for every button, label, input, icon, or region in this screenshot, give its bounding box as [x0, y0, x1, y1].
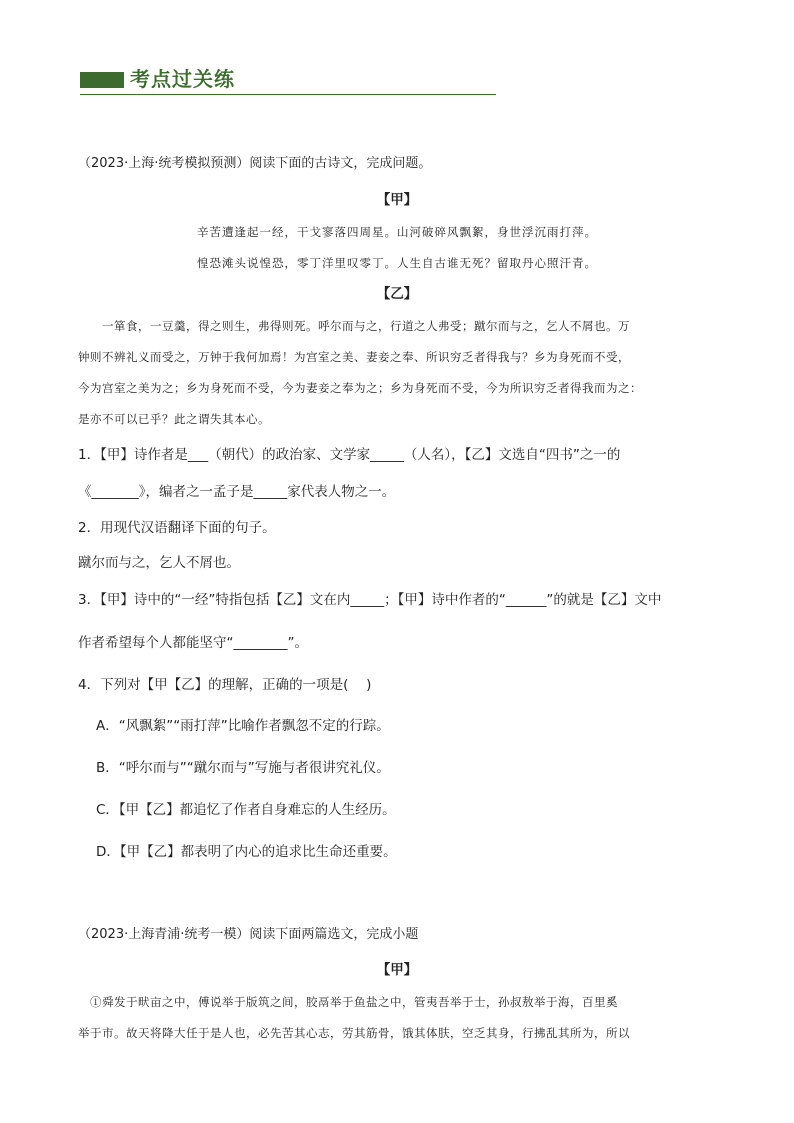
- question-2-sentence: 蹴尔而与之，乞人不屑也。: [78, 555, 240, 571]
- question-1-line-1: 1．【甲】诗作者是___（朝代）的政治家、文学家_____（人名），【乙】文选自“四书”之一的: [78, 447, 621, 463]
- q2-source: （2023·上海青浦·统考一模）阅读下面两篇选文，完成小题: [78, 927, 419, 942]
- question-3-line-2: 作者希望每个人都能坚守“________”。: [78, 635, 308, 651]
- prose-line: 是亦不可以已乎？此之谓失其本心。: [78, 412, 270, 426]
- prose-line: 举于市。故天将降大任于是人也，必先苦其心志，劳其筋骨，饿其体肤，空乏其身，行拂乱其所为，所以: [78, 1026, 630, 1040]
- prose-line: 钟则不辨礼义而受之，万钟于我何加焉！为宫室之美、妻妾之奉、所识穷乏者得我与？乡为身死而不受，: [78, 350, 630, 364]
- option-c: C．【甲【乙】都追忆了作者自身难忘的人生经历。: [96, 802, 396, 818]
- q2-jia-label: 【甲】: [376, 962, 418, 978]
- option-d: D．【甲【乙】都表明了内心的追求比生命还重要。: [96, 844, 397, 860]
- question-4: 4．下列对【甲【乙】的理解，正确的一项是( ): [78, 677, 372, 693]
- question-1-line-2: 《_______》，编者之一孟子是_____家代表人物之一。: [78, 484, 396, 500]
- section-title: 考点过关练: [130, 67, 235, 91]
- q1-source: （2023·上海·统考模拟预测）阅读下面的古诗文，完成问题。: [78, 156, 432, 171]
- section-header: [80, 64, 496, 96]
- option-b: B．“呼尔而与”“蹴尔而与”写施与者很讲究礼仪。: [96, 760, 390, 776]
- header-divider: [80, 94, 496, 95]
- prose-line: ①舜发于畎亩之中，傅说举于版筑之间，胶鬲举于鱼盐之中，管夷吾举于士，孙叔敖举于海，百里奚: [90, 995, 618, 1009]
- q1-jia-label: 【甲】: [376, 192, 418, 208]
- option-a: A．“风飘絮”“雨打萍”比喻作者飘忽不定的行踪。: [96, 718, 390, 734]
- question-3-line-1: 3．【甲】诗中的“一经”特指包括【乙】文在内_____；【甲】诗中作者的“______”的就是【乙】文中: [78, 592, 662, 608]
- poem-line: 惶恐滩头说惶恐，零丁洋里叹零丁。人生自古谁无死？留取丹心照汗青。: [197, 256, 597, 270]
- poem-line: 辛苦遭逢起一经，干戈寥落四周星。山河破碎风飘絮，身世浮沉雨打萍。: [197, 225, 597, 239]
- prose-line: 今为宫室之美为之；乡为身死而不受，今为妻妾之奉为之；乡为身死而不受，今为所识穷乏者得我而为之：: [78, 381, 642, 395]
- header-accent-bar: [80, 72, 124, 88]
- question-2: 2．用现代汉语翻译下面的句子。: [78, 520, 276, 536]
- q1-yi-label: 【乙】: [376, 286, 418, 302]
- prose-line: 一箪食，一豆羹，得之则生，弗得则死。呼尔而与之，行道之人弗受；蹴尔而与之，乞人不屑也。万: [102, 319, 630, 333]
